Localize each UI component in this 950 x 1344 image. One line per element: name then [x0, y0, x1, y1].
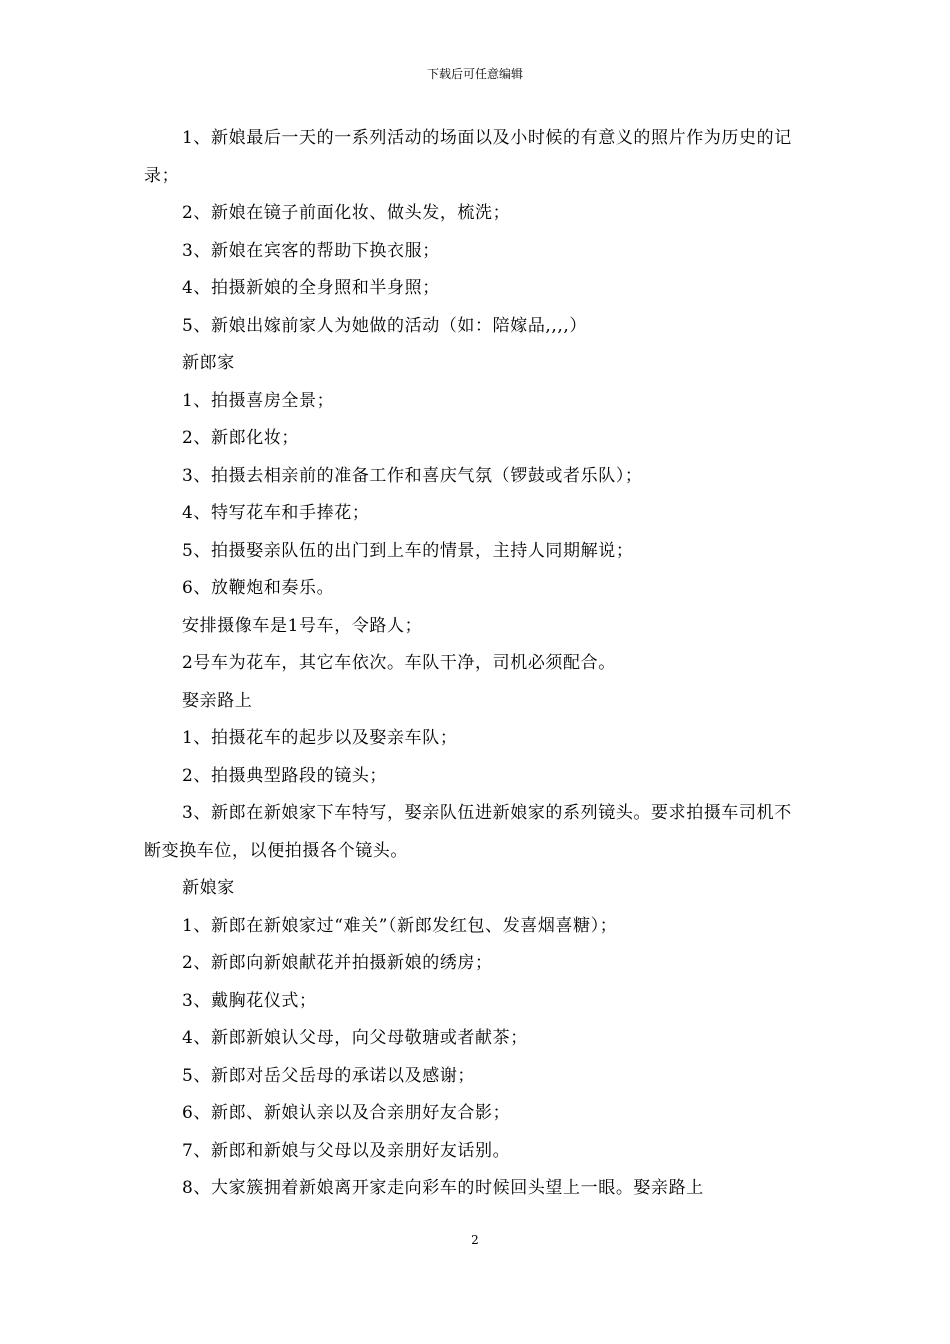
- paragraph: 2、新郎向新娘献花并拍摄新娘的绣房；: [182, 953, 493, 973]
- paragraph: 1、拍摄花车的起步以及娶亲车队；: [182, 728, 458, 748]
- section-heading: 新郎家: [182, 353, 235, 373]
- paragraph: 1、新郎在新娘家过“难关”（新郎发红包、发喜烟喜糖）；: [182, 915, 618, 936]
- paragraph: 2、新郎化妆；: [182, 428, 300, 448]
- paragraph: 5、新娘出嫁前家人为她做的活动（如：陪嫁品,,,,）: [182, 315, 588, 336]
- paragraph: 3、新郎在新娘家下车特写，娶亲队伍进新娘家的系列镜头。要求拍摄车司机不断变换车位，以便拍摄各个镜头。: [144, 803, 792, 861]
- paragraph: 5、拍摄娶亲队伍的出门到上车的情景，主持人同期解说；: [182, 540, 634, 561]
- document-body: [144, 120, 806, 1208]
- paragraph: 2号车为花车，其它车依次。车队干净，司机必须配合。: [182, 653, 616, 673]
- paragraph: 4、新郎新娘认父母，向父母敬瑭或者献茶；: [182, 1028, 528, 1048]
- paragraph: 3、拍摄去相亲前的准备工作和喜庆气氛（锣鼓或者乐队）；: [182, 465, 643, 486]
- section-heading: 新娘家: [182, 878, 235, 898]
- paragraph: 7、新郎和新娘与父母以及亲朋好友话别。: [182, 1140, 511, 1161]
- paragraph: 3、戴胸花仪式；: [182, 990, 317, 1011]
- paragraph: 6、新郎、新娘认亲以及合亲朋好友合影；: [182, 1103, 511, 1123]
- paragraph: 2、新娘在镜子前面化妆、做头发，梳洗；: [182, 203, 511, 223]
- paragraph: 1、拍摄喜房全景；: [182, 390, 335, 411]
- paragraph: 2、拍摄典型路段的镜头；: [182, 765, 388, 786]
- paragraph: 1、新娘最后一天的一系列活动的场面以及小时候的有意义的照片作为历史的记录；: [144, 128, 792, 186]
- section-heading: 娶亲路上: [182, 690, 253, 711]
- page-number: 2: [471, 1233, 479, 1247]
- paragraph: 3、新娘在宾客的帮助下换衣服；: [182, 240, 440, 261]
- paragraph: 安排摄像车是1号车，令路人；: [182, 615, 423, 636]
- paragraph: 6、放鞭炮和奏乐。: [182, 578, 335, 598]
- paragraph: 8、大家簇拥着新娘离开家走向彩车的时候回头望上一眼。娶亲路上: [182, 1178, 704, 1198]
- paragraph: 4、特写花车和手捧花；: [182, 503, 370, 523]
- page-header: 下载后可任意编辑: [426, 67, 523, 81]
- paragraph: 5、新郎对岳父岳母的承诺以及感谢；: [182, 1065, 476, 1086]
- paragraph: 4、拍摄新娘的全身照和半身照；: [182, 278, 440, 298]
